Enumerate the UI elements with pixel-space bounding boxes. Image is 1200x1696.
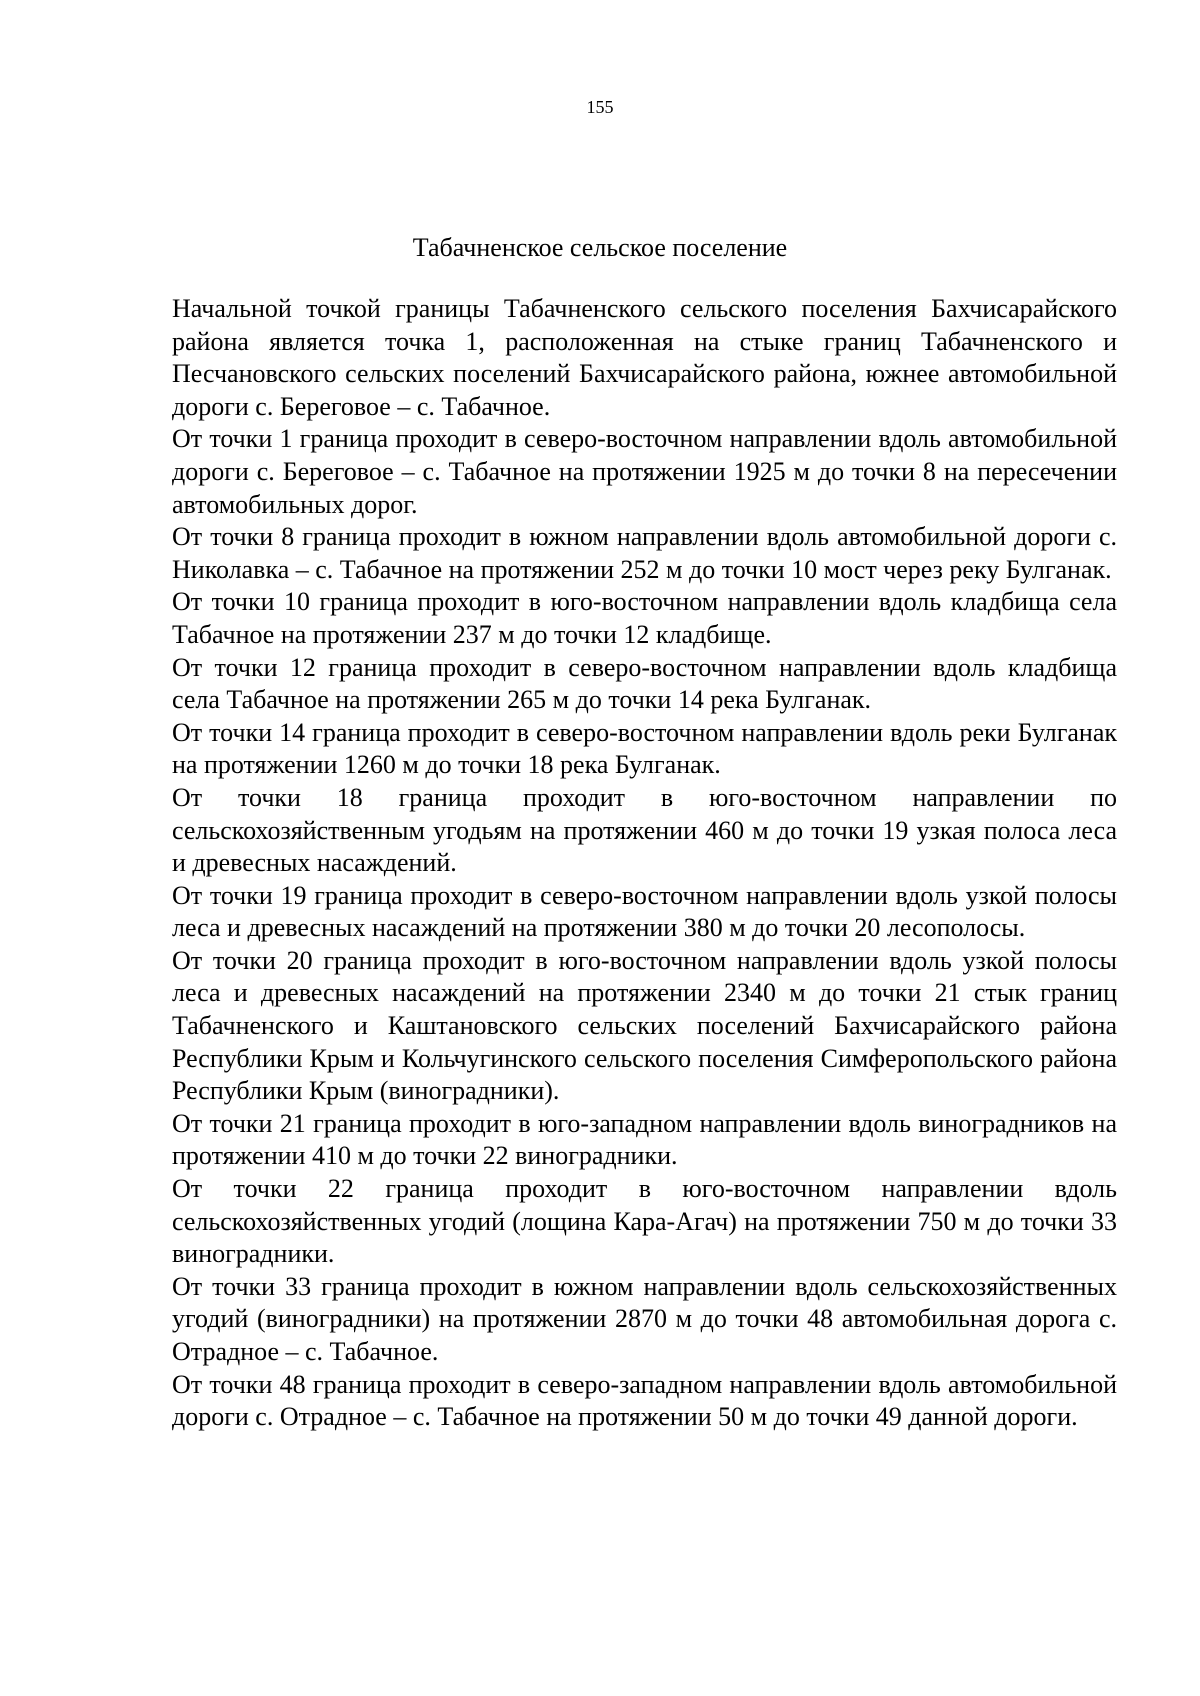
- paragraph: От точки 48 граница проходит в северо-западном направлении вдоль автомобильной дороги с. Отрадное – с. Табачное на протяжении 50 м до точки 49 данной дороги.: [172, 1369, 1117, 1432]
- document-body: [172, 293, 1117, 1434]
- paragraph: От точки 20 граница проходит в юго-восточном направлении вдоль узкой полосы леса и древесных насаждений на протяжении 2340 м до точки 21 стык границ Табачненского и Каштановского сельских поселений Бахчисарайского района Республики Крым и Кольчугинского сельского поселения Симферопольского района Республики Крым (виноградники).: [172, 945, 1117, 1106]
- page-number: 155: [586, 97, 614, 117]
- paragraph: От точки 21 граница проходит в юго-западном направлении вдоль виноградников на протяжении 410 м до точки 22 виноградники.: [172, 1108, 1117, 1171]
- paragraph: От точки 33 граница проходит в южном направлении вдоль сельскохозяйственных угодий (виноградники) на протяжении 2870 м до точки 48 автомобильная дорога с. Отрадное – с. Табачное.: [172, 1271, 1117, 1366]
- paragraph: От точки 8 граница проходит в южном направлении вдоль автомобильной дороги с. Николавка – с. Табачное на протяжении 252 м до точки 10 мост через реку Булганак.: [172, 522, 1117, 584]
- paragraph: От точки 12 граница проходит в северо-восточном направлении вдоль кладбища села Табачное на протяжении 265 м до точки 14 река Булганак.: [172, 652, 1117, 715]
- paragraph: От точки 18 граница проходит в юго-восточном направлении по сельскохозяйственным угодьям на протяжении 460 м до точки 19 узкая полоса леса и древесных насаждений.: [172, 782, 1117, 878]
- paragraph: От точки 19 граница проходит в северо-восточном направлении вдоль узкой полосы леса и древесных насаждений на протяжении 380 м до точки 20 лесополосы.: [172, 880, 1117, 943]
- document-title: Табачненское сельское поселение: [412, 233, 788, 262]
- paragraph: От точки 10 граница проходит в юго-восточном направлении вдоль кладбища села Табачное на протяжении 237 м до точки 12 кладбище.: [172, 587, 1117, 649]
- paragraph: От точки 22 граница проходит в юго-восточном направлении вдоль сельскохозяйственных угодий (лощина Кара-Агач) на протяжении 750 м до точки 33 виноградники.: [172, 1174, 1117, 1269]
- paragraph: От точки 1 граница проходит в северо-восточном направлении вдоль автомобильной дороги с. Береговое – с. Табачное на протяжении 1925 м до точки 8 на пересечении автомобильных дорог.: [172, 424, 1117, 519]
- paragraph: Начальной точкой границы Табачненского сельского поселения Бахчисарайского района является точка 1, расположенная на стыке границ Табачненского и Песчановского сельских поселений Бахчисарайского района, южнее автомобильной дороги с. Береговое – с. Табачное.: [172, 294, 1117, 421]
- paragraph: От точки 14 граница проходит в северо-восточном направлении вдоль реки Булганак на протяжении 1260 м до точки 18 река Булганак.: [172, 717, 1117, 780]
